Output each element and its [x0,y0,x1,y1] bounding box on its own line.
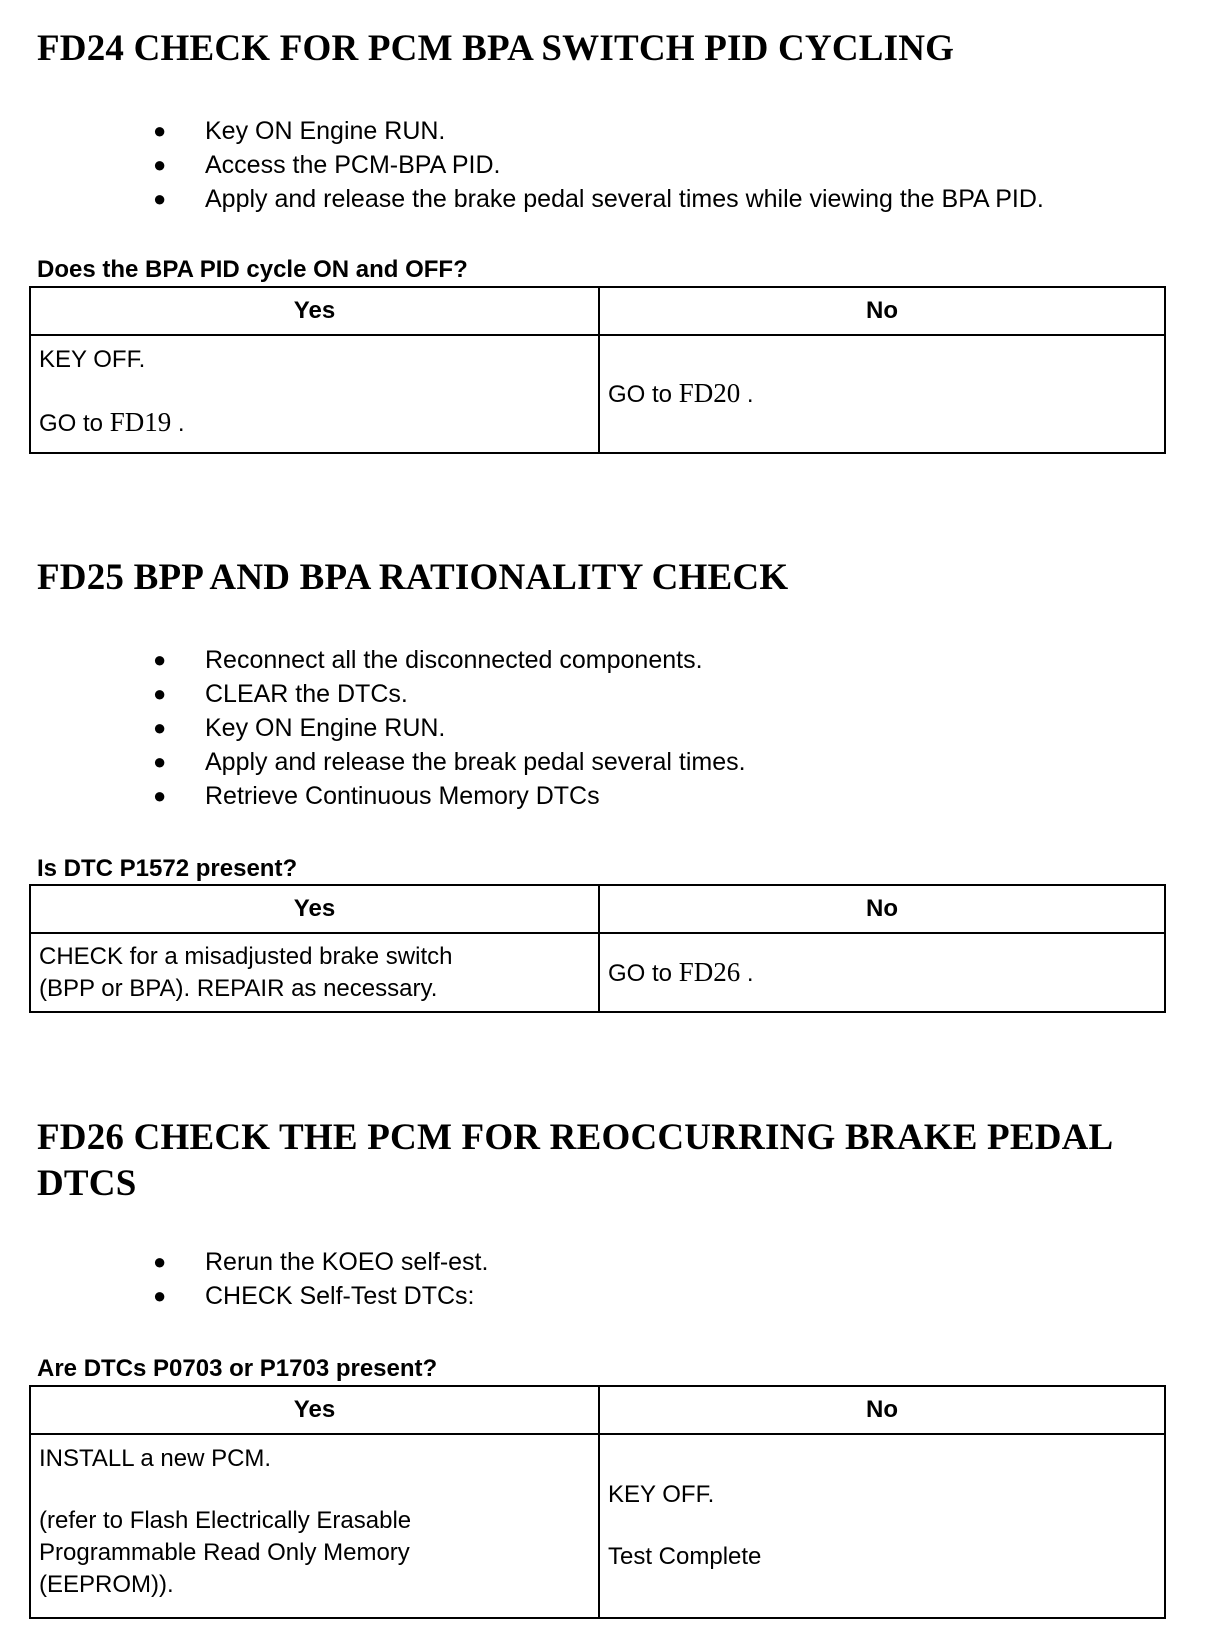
bullet-icon: ● [153,186,167,211]
table-row [30,335,1165,453]
list-item: ● Reconnect all the disconnected components. [0,643,746,677]
no-header: No [599,287,1165,335]
question-fd26: Are DTCs P0703 or P1703 present? [37,1355,438,1382]
no-line: KEY OFF. [608,1481,715,1508]
yes-cell [30,1434,599,1618]
answer-table-fd24 [29,286,1166,454]
answer-table-fd26 [29,1385,1166,1619]
bullet-icon: ● [153,1283,167,1308]
yes-header: Yes [30,885,599,933]
table-row [30,933,1165,1012]
yes-header: Yes [30,287,599,335]
bullet-icon: ● [153,118,167,143]
table-header-row [30,1386,1165,1434]
yes-cell [30,335,599,453]
yes-line: (EEPROM)). [39,1571,174,1598]
bullet-icon: ● [153,1249,167,1274]
yes-line: GO to FD19 . [39,407,185,437]
yes-cell [30,933,599,1012]
list-item: ● Rerun the KOEO self-est. [0,1245,488,1279]
list-item: ● CHECK Self-Test DTCs: [0,1279,488,1313]
table-header-row [30,885,1165,933]
bullet-icon: ● [153,152,167,177]
section-title-fd25: FD25 BPP AND BPA RATIONALITY CHECK [37,557,789,598]
no-header: No [599,885,1165,933]
yes-line: KEY OFF. [39,346,146,373]
yes-line: Programmable Read Only Memory [39,1539,410,1566]
table-header-row [30,287,1165,335]
list-item: ● Apply and release the break pedal several times. [0,745,746,779]
yes-header: Yes [30,1386,599,1434]
list-item: ● Key ON Engine RUN. [0,114,1044,148]
no-header: No [599,1386,1165,1434]
list-item: ● CLEAR the DTCs. [0,677,746,711]
no-line: Test Complete [608,1543,762,1570]
link-fd26[interactable]: FD26 [678,956,741,987]
no-cell: GO to FD26 . [599,933,1165,1012]
link-fd20[interactable]: FD20 [678,378,741,408]
question-fd24: Does the BPA PID cycle ON and OFF? [37,256,468,283]
no-cell: GO to FD20 . [599,335,1165,453]
bullet-icon: ● [153,647,167,672]
list-item: ● Key ON Engine RUN. [0,711,746,745]
list-item: ● Retrieve Continuous Memory DTCs [0,779,746,813]
step-list-fd26 [0,1245,488,1313]
answer-table-fd25 [29,884,1166,1013]
yes-line: (refer to Flash Electrically Erasable [39,1507,412,1534]
yes-line: INSTALL a new PCM. [39,1445,272,1472]
link-fd19[interactable]: FD19 [109,407,172,437]
section-title-fd26: FD26 CHECK THE PCM FOR REOCCURRING BRAKE PEDAL DTCS [37,1117,1112,1204]
yes-line: (BPP or BPA). REPAIR as necessary. [39,974,438,1002]
question-fd25: Is DTC P1572 present? [37,855,298,882]
section-title-fd24: FD24 CHECK FOR PCM BPA SWITCH PID CYCLING [37,28,955,69]
list-item: ● Access the PCM-BPA PID. [0,148,1044,182]
bullet-icon: ● [153,681,167,706]
bullet-icon: ● [153,783,167,808]
step-list-fd25 [0,643,746,813]
no-cell [599,1434,1165,1618]
list-item: ● Apply and release the brake pedal several times while viewing the BPA PID. [0,182,1044,216]
yes-line: CHECK for a misadjusted brake switch [39,942,453,970]
table-row [30,1434,1165,1618]
step-list-fd24 [0,114,1044,216]
bullet-icon: ● [153,715,167,740]
bullet-icon: ● [153,749,167,774]
